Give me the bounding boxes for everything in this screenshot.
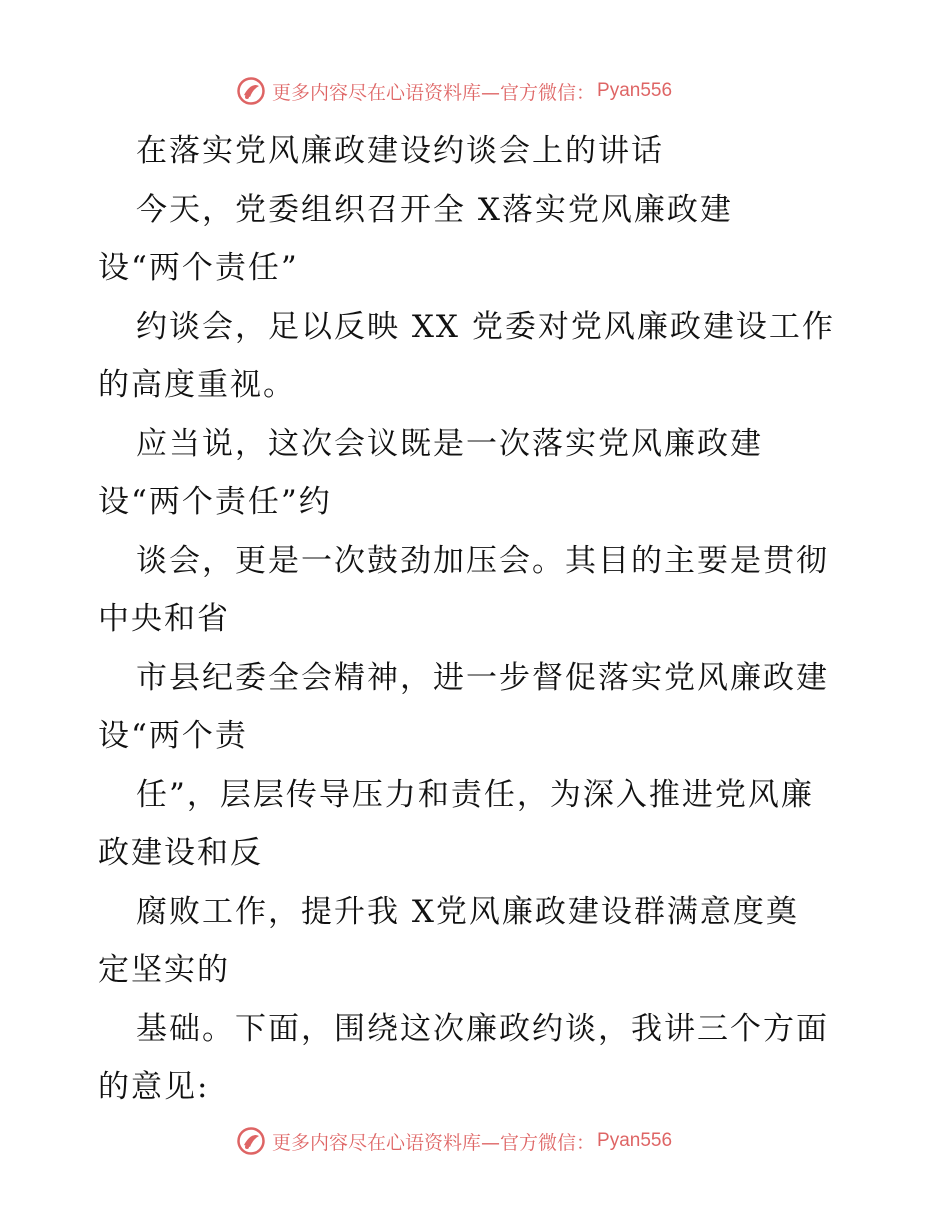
watermark-text: 更多内容尽在心语资料库—官方微信：	[272, 81, 596, 104]
document-body	[98, 122, 858, 1117]
text-line: 中央和省	[98, 601, 230, 637]
text-line: 的高度重视。	[98, 367, 296, 403]
logo-icon	[236, 1126, 266, 1156]
text-line: 定坚实的	[98, 952, 230, 988]
watermark-text: 更多内容尽在心语资料库—官方微信：	[272, 1131, 596, 1154]
text-line: 应当说，这次会议既是一次落实党风廉政建	[136, 425, 763, 462]
text-line: 今天，党委组织召开全 X落实党风廉政建	[136, 191, 733, 228]
text-line: 政建设和反	[98, 835, 263, 871]
text-line: 约谈会，足以反映 XX 党委对党风廉政建设工作	[136, 308, 835, 345]
text-line: 在落实党风廉政建设约谈会上的讲话	[136, 133, 664, 169]
watermark-id: Pyan556	[597, 1130, 673, 1151]
logo-icon	[236, 76, 266, 106]
text-line: 设“两个责任”约	[98, 484, 332, 520]
header-watermark	[236, 75, 672, 107]
text-line: 腐败工作，提升我 X党风廉政建设群满意度奠	[136, 893, 799, 930]
footer-watermark	[236, 1125, 672, 1157]
text-line: 设“两个责	[98, 718, 248, 754]
text-line: 任”，层层传导压力和责任，为深入推进党风廉	[136, 776, 814, 813]
text-line: 谈会，更是一次鼓劲加压会。其目的主要是贯彻	[136, 542, 829, 579]
text-line: 基础。下面，围绕这次廉政约谈，我讲三个方面	[136, 1010, 829, 1047]
text-line: 设“两个责任”	[98, 250, 299, 286]
text-line: 市县纪委全会精神，进一步督促落实党风廉政建	[136, 659, 829, 696]
watermark-id: Pyan556	[597, 80, 673, 101]
text-line: 的意见:	[98, 1069, 210, 1105]
